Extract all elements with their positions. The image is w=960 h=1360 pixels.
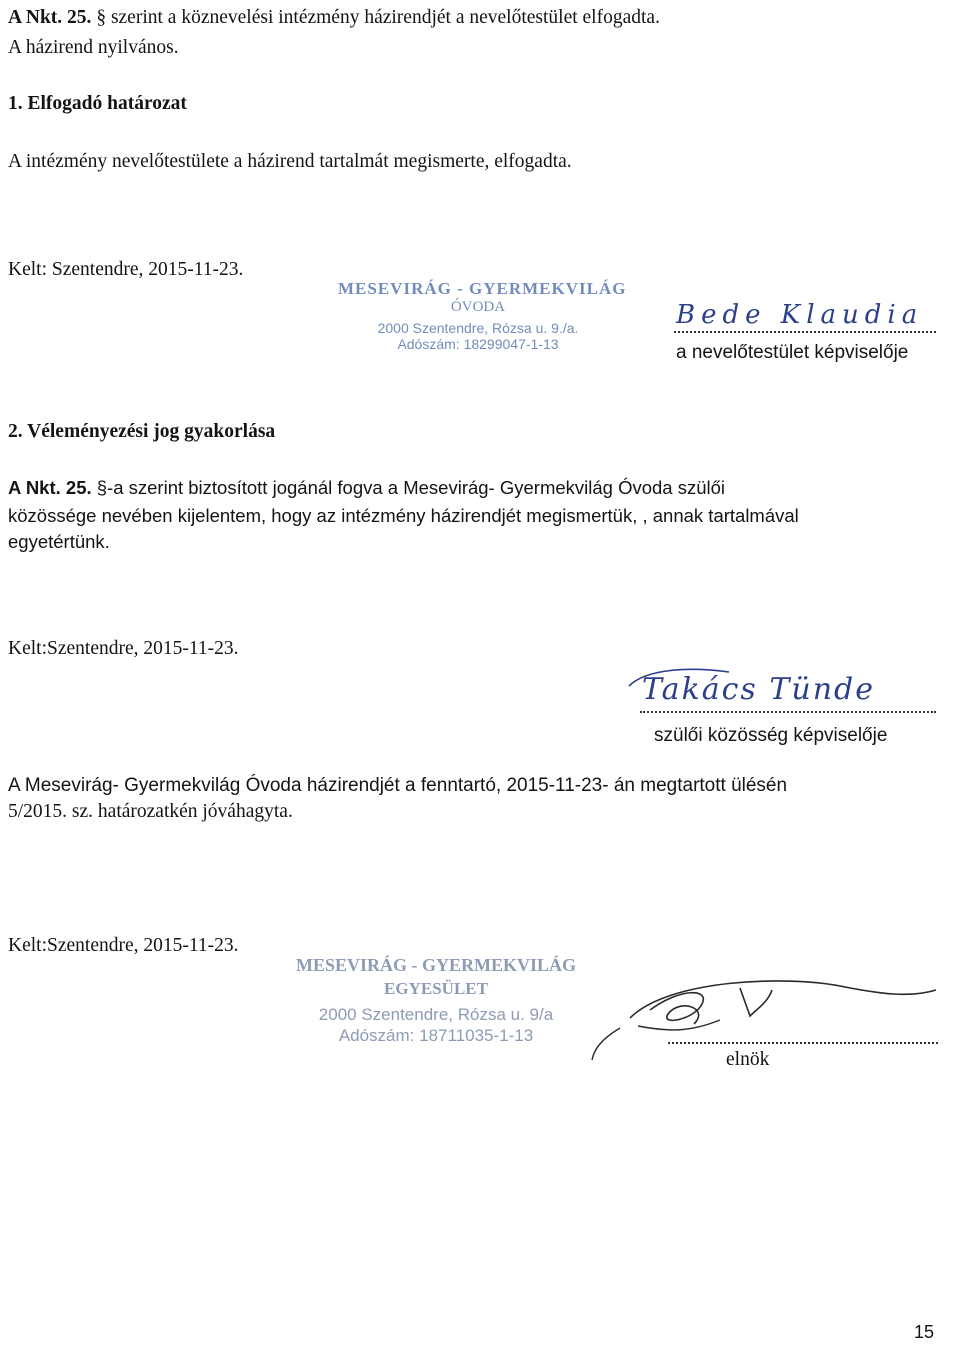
section-3-date: Kelt:Szentendre, 2015-11-23. [8, 935, 239, 956]
signature-line [674, 331, 936, 333]
signature-line [640, 711, 936, 713]
section-1-body: A intézmény nevelőtestülete a házirend tartalmát megismerte, elfogadta. [8, 151, 572, 172]
para-text: §-a szerint biztosított jogánál fogva a Mesevirág- Gyermekvilág Óvoda szülői [91, 477, 726, 498]
section-1-heading: 1. Elfogadó határozat [8, 93, 187, 114]
stamp-line: Adószám: 18299047-1-13 [397, 335, 559, 352]
section-2-para-line-2: közössége nevében kijelentem, hogy az intézmény házirendjét megismertük, , annak tartalmával [8, 505, 799, 526]
signature-flourish [625, 664, 735, 694]
section-2-heading: 2. Véleményezési jog gyakorlása [8, 421, 276, 442]
signature-line [668, 1042, 938, 1044]
stamp-line: 2000 Szentendre, Rózsa u. 9/a [318, 1005, 554, 1025]
law-reference: A Nkt. 25. [8, 477, 92, 498]
section-2-signer-role: szülői közösség képviselője [654, 725, 888, 746]
stamp-line: MESEVIRÁG - GYERMEKVILÁG [296, 955, 577, 975]
stamp-line: 2000 Szentendre, Rózsa u. 9./a. [377, 320, 579, 337]
stamp-line: EGYESÜLET [384, 978, 488, 998]
section-3-signer-role: elnök [726, 1049, 770, 1070]
page-number: 15 [914, 1322, 935, 1342]
section-3-para-line-2: 5/2015. sz. határozatkén jóváhagyta. [8, 801, 293, 822]
section-2-para-line-3: egyetértünk. [8, 531, 110, 552]
intro-line-2: A házirend nyilvános. [8, 37, 179, 58]
institution-stamp [338, 279, 627, 352]
stamp-line: MESEVIRÁG - GYERMEKVILÁG [338, 279, 627, 298]
section-2-date: Kelt:Szentendre, 2015-11-23. [8, 638, 239, 659]
signature-takacs: Takács Tünde [642, 672, 875, 707]
law-reference: A Nkt. 25. [8, 7, 92, 28]
association-stamp [296, 956, 576, 1046]
stamp-line: Adószám: 18711035-1-13 [338, 1026, 534, 1046]
intro-text: § szerint a köznevelési intézmény házirendjét a nevelőtestület elfogadta. [91, 7, 660, 28]
intro-line-1 [8, 6, 660, 30]
section-1-date: Kelt: Szentendre, 2015-11-23. [8, 259, 244, 280]
stamp-line: ÓVODA [450, 298, 506, 315]
section-2-para-line-1 [8, 476, 725, 500]
signature-bede: Bede Klaudia [676, 300, 924, 330]
section-3-para-line-1: A Mesevirág- Gyermekvilág Óvoda házirendjét a fenntartó, 2015-11-23- án megtartott ülésén [8, 775, 788, 796]
section-1-signer-role: a nevelőtestület képviselője [676, 342, 909, 363]
